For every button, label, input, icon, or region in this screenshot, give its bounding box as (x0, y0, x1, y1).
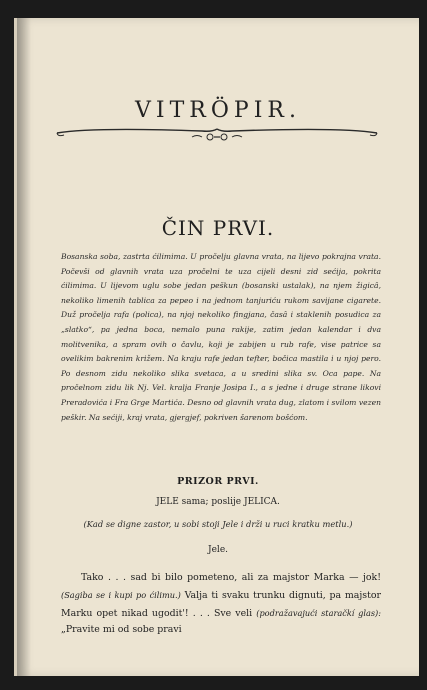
dialogue-paragraph (61, 570, 381, 639)
dialogue-text-3: „Pravite mi od sobe pravi (61, 624, 182, 636)
dialogue-text-1: Tako . . . sad bi bilo pometeno, ali za majstor Marka — jok! (81, 572, 381, 583)
speaker-name: Jele. (208, 545, 228, 555)
dialogue-text-2: Valja ti svaku trunku dignuti, pa majstor Marku opet nikad ugodit'! . . . Sve veli (61, 589, 381, 619)
ornamental-rule (52, 123, 382, 143)
scene-heading: PRIZOR PRVI. (177, 476, 259, 487)
dialogue-direction-2: (podražavajući staračkí glas): (256, 607, 382, 618)
book-page (14, 18, 419, 676)
stage-direction: (Kad se digne zastor, u sobi stoji Jele i drži u ruci kratku metlu.) (83, 519, 353, 529)
play-title: VITRÖPIR. (135, 98, 301, 123)
stage-description: Bosanska soba, zastrta ćilimima. U pročelju glavna vrata, na lijevo pokrajna vrata. Počevši od glavnih vrata uza pročelni te uza cijeli desni zid sećija, pokrita ćilimima. U lijevom uglu sobe jedan peškun (bosanski ustalak), na njem žigicâ, nekoliko limenih tablica za pepeo i na jednom tanjuriću rukom savijane cigarete. Duž pročelja rafa (polica), na njoj nekoliko fingjana, časâ i staklenih posudica za „slatko“, pa jedna boca, nemalo puna rakije, zatim jedan kalendar i dva molitvenika, a spram ovih o čavlu, koji je zabijen u rub rafe, vise patrice sa ovelikim bakrenim križem. Na kraju rafe jedan tefter, bočica mastila i u njoj pero. Po desnom zidu nekoliko slika svetaca, a u sredini slika sv. Oca pape. Na pročelnom zidu lik Nj. Vel. kralja Franje Josipa I., a s jedne i druge strane likovi Preradovića i Fra Grge Martića. Desno od glavnih vrata dug, zlatom i svilom vezen peškir. Na sećiji, kraj vrata, gjergjef, pokriven šarenom bošćom. (61, 252, 381, 422)
act-heading: ČIN PRVI. (161, 216, 275, 240)
dialogue-direction-1: (Sagiba se i kupi po ćilimu.) (61, 589, 181, 600)
cast-line: JELE sama; poslije JELICA. (156, 497, 280, 507)
